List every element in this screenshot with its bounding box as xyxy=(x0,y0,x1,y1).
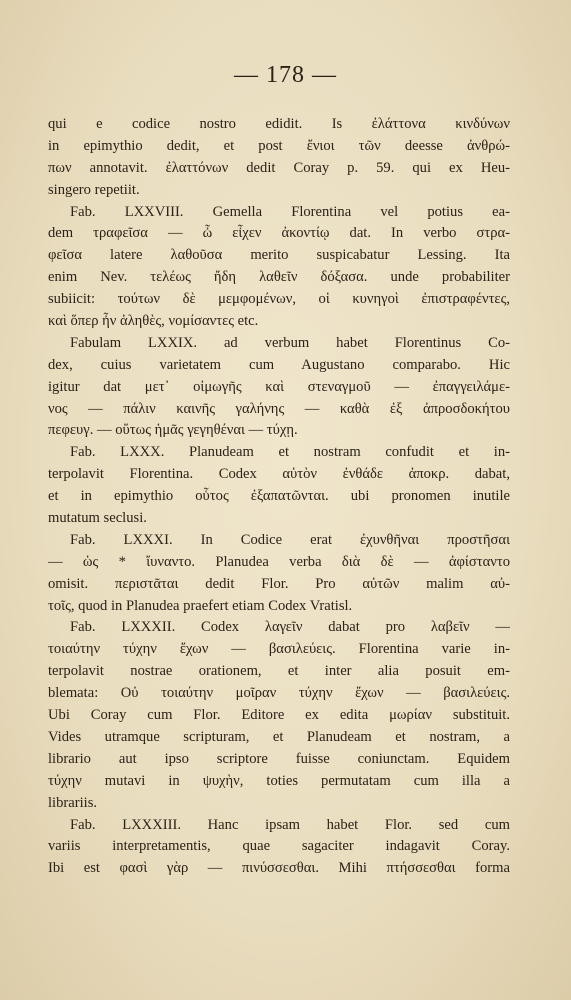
text-line: Fab. LXXXII. Codex λαγεῖν dabat pro λαβεῖν — xyxy=(70,619,510,636)
page-number: — 178 — xyxy=(234,62,337,88)
text-line: τοῖς, quod in Planudea praefert etiam Codex Vratisl. xyxy=(48,597,353,614)
text-line: blemata: Οὐ τοιαύτην μοῖραν τύχην ἔχων — βασιλεύεις. xyxy=(48,685,510,702)
body-text xyxy=(48,114,510,880)
text-line: et in epimythio οὗτος ἐξαπατῶνται. ubi pronomen inutile xyxy=(48,488,510,505)
text-line: Fab. LXXXIII. Hanc ipsam habet Flor. sed cum xyxy=(70,816,510,833)
text-line: librariis. xyxy=(48,794,98,811)
text-line: omisit. περιστᾶται dedit Flor. Pro αὐτῶν malim αὐ- xyxy=(48,575,510,592)
text-line: enim Nev. τελέως ἤδη λαθεῖν δόξασα. unde probabiliter xyxy=(48,269,510,286)
text-line: in epimythio dedit, et post ἔνιοι τῶν deesse ἀνθρώ- xyxy=(48,137,510,154)
text-line: πων annotavit. ἐλαττόνων dedit Coray p. 59. qui ex Heu- xyxy=(48,159,510,176)
text-line: qui e codice nostro edidit. Is ἐλάττονα κινδύνων xyxy=(48,116,510,132)
text-line: Fab. LXXX. Planudeam et nostram confudit et in- xyxy=(70,444,510,461)
text-line: νος — πάλιν καινῆς γαλήνης — καθὰ ἐξ ἀπροσδοκήτου xyxy=(48,400,510,417)
text-line: τύχην mutavi in ψυχὴν, toties permutatam cum illa a xyxy=(48,772,510,789)
text-line: — ὡς * ἴυναντο. Planudea verba διὰ δὲ — ἀφίσταντο xyxy=(48,553,510,570)
text-line: librario aut ipso scriptore fuisse coniunctam. Equidem xyxy=(48,750,510,767)
text-line: Fab. LXXVIII. Gemella Florentina vel potius ea- xyxy=(70,203,510,220)
text-line: Vides utramque scripturam, et Planudeam et nostram, a xyxy=(48,728,510,745)
text-line: terpolavit Florentina. Codex αὐτὸν ἐνθάδε ἀποκρ. dabat, xyxy=(48,466,510,483)
text-line: Fab. LXXXI. In Codice erat ἐχυνθῆναι προστῆσαι xyxy=(70,531,510,548)
text-line: φεῖσα latere λαθοῦσα merito suspicabatur Lessing. Ita xyxy=(48,247,510,264)
text-line: τοιαύτην τύχην ἔχων — βασιλεύεις. Florentina varie in- xyxy=(48,641,510,658)
text-line: dex, cuius varietatem cum Augustano comparabo. Hic xyxy=(48,356,510,373)
text-line: πεφευγ. — οὕτως ἡμᾶς γεγηθέναι — τύχῃ. xyxy=(48,422,298,439)
text-line: singero repetiit. xyxy=(48,181,140,198)
text-line: καὶ ὅπερ ἦν ἀληθὲς, νομίσαντες etc. xyxy=(48,313,259,330)
text-line: dem τραφεῖσα — ὦ εἶχεν ἀκοντίῳ dat. In verbo στρα- xyxy=(48,225,510,242)
text-line: igitur dat μετ᾽ οἰμωγῆς καὶ στεναγμοῦ — ἐπαγγειλάμε- xyxy=(48,378,510,395)
text-line: Ibi est φασὶ γὰρ — πινύσσεσθαι. Mihi πτήσσεσθαι forma xyxy=(48,860,510,877)
text-line: mutatum seclusi. xyxy=(48,510,147,527)
text-line: terpolavit nostrae orationem, et inter alia posuit em- xyxy=(48,663,510,680)
text-line: Fabulam LXXIX. ad verbum habet Florentinus Co- xyxy=(70,334,510,351)
text-line: Ubi Coray cum Flor. Editore ex edita μωρίαν substituit. xyxy=(48,707,510,724)
text-line: variis interpretamentis, quae sagaciter indagavit Coray. xyxy=(48,838,510,855)
text-line: subiicit: τούτων δὲ μεμφομένων, οἱ κυνηγοὶ ἐπιστραφέντες, xyxy=(48,291,510,308)
